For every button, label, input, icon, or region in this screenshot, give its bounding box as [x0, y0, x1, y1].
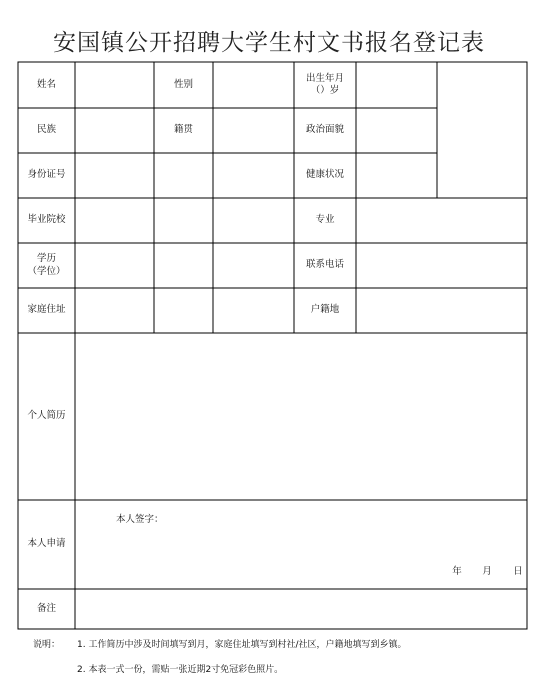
name-field[interactable]: [75, 62, 154, 108]
native-place-field[interactable]: [213, 108, 294, 153]
photo-placeholder: [437, 62, 527, 198]
remarks-field[interactable]: [75, 589, 527, 629]
month-label: 月: [482, 565, 492, 577]
birth-date-field[interactable]: [356, 62, 437, 108]
day-label: 日: [513, 565, 523, 577]
remarks-label: 备注: [36, 602, 56, 614]
birth-date-label: 出生年月 （）岁: [305, 72, 344, 96]
education-label: 学历 （学位）: [27, 253, 66, 277]
graduate-school-field[interactable]: [75, 198, 294, 243]
notes-section: [33, 633, 406, 683]
household-register-field[interactable]: [356, 288, 527, 333]
education-field[interactable]: [75, 243, 294, 288]
notes-label: 说明：: [33, 640, 61, 650]
major-field[interactable]: [356, 198, 527, 243]
health-field[interactable]: [356, 153, 437, 198]
ethnicity-label: 民族: [36, 124, 56, 136]
household-register-label: 户籍地: [310, 304, 340, 316]
signature-label: 本人签字：: [116, 513, 164, 525]
resume-field[interactable]: [75, 333, 527, 500]
name-label: 姓名: [36, 78, 56, 90]
health-label: 健康状况: [305, 169, 344, 181]
phone-label: 联系电话: [305, 259, 344, 271]
id-number-label: 身份证号: [27, 169, 66, 181]
resume-label: 个人简历: [27, 410, 66, 422]
ethnicity-field[interactable]: [75, 108, 154, 153]
note-item: 1. 工作简历中涉及时间填写到月，家庭住址填写到村社/社区，户籍地填写到乡镇。: [77, 640, 407, 650]
year-label: 年: [452, 565, 462, 577]
note-line-1: [33, 633, 406, 658]
phone-field[interactable]: [356, 243, 527, 288]
home-address-field[interactable]: [75, 288, 294, 333]
form-title: 安国镇公开招聘大学生村文书报名登记表: [53, 30, 485, 56]
gender-field[interactable]: [213, 62, 294, 108]
graduate-school-label: 毕业院校: [27, 214, 66, 226]
id-number-field-2[interactable]: [154, 153, 213, 198]
id-number-field-1[interactable]: [75, 153, 154, 198]
id-number-field-3[interactable]: [213, 153, 294, 198]
political-status-label: 政治面貌: [305, 124, 344, 136]
political-status-field[interactable]: [356, 108, 437, 153]
note-line-2: [33, 658, 406, 683]
note-item: 2. 本表一式一份，需贴一张近期2寸免冠彩色照片。: [77, 665, 284, 675]
home-address-label: 家庭住址: [27, 304, 66, 316]
native-place-label: 籍贯: [173, 124, 193, 136]
gender-label: 性别: [173, 78, 193, 90]
applicant-statement-label: 本人申请: [27, 538, 66, 550]
major-label: 专业: [315, 214, 335, 226]
